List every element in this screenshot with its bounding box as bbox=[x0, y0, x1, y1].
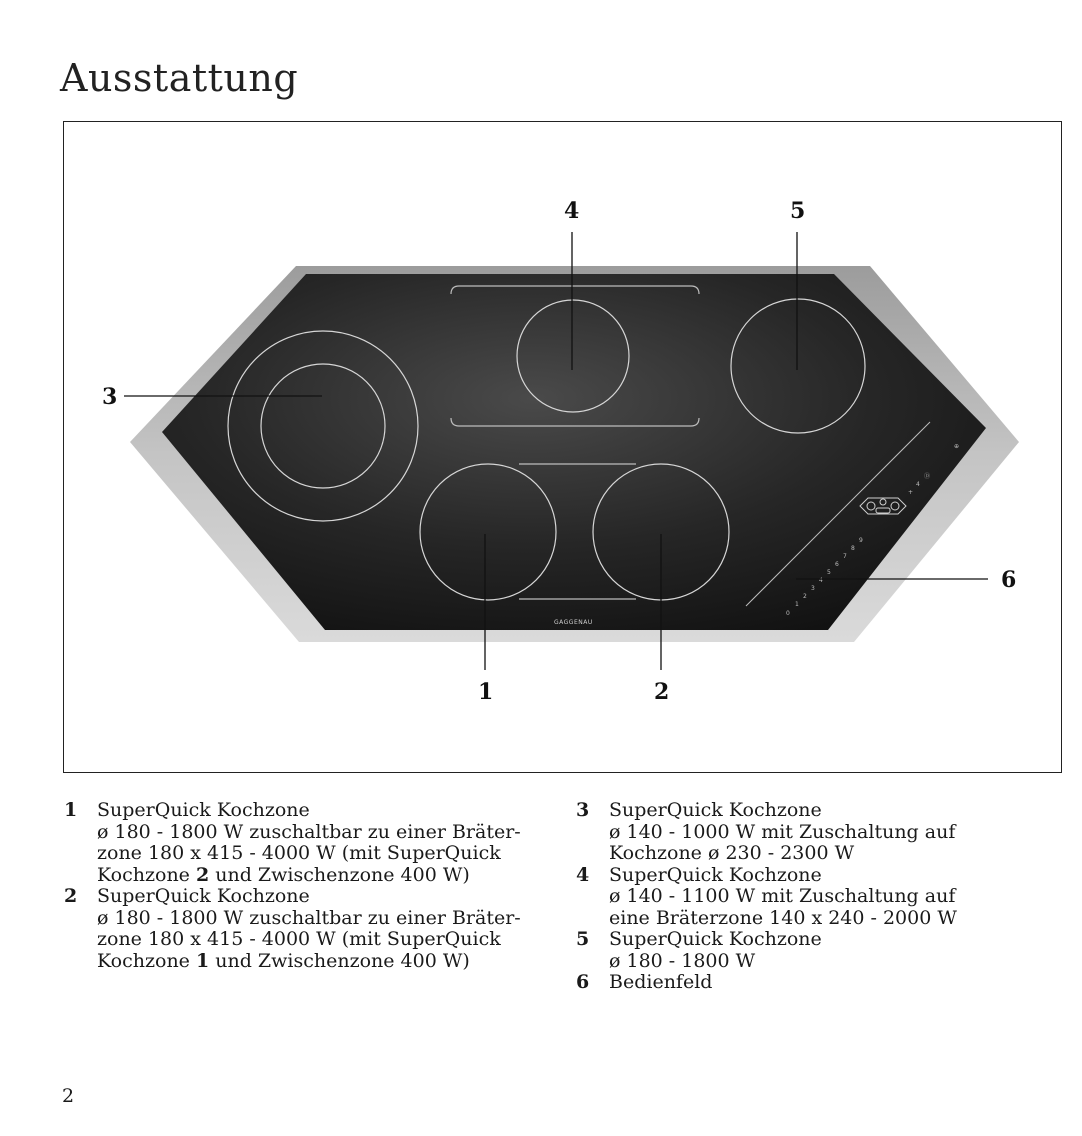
legend-line bbox=[609, 951, 1056, 973]
legend-line bbox=[609, 886, 1056, 908]
legend-text-segment: eine Bräterzone 140 x 240 - 2000 W bbox=[609, 906, 957, 929]
legend-item-6 bbox=[576, 972, 1056, 994]
brand-label: GAGGENAU bbox=[554, 619, 593, 626]
level-4-symbol: 4 bbox=[916, 481, 920, 488]
cooktop-figure bbox=[63, 121, 1062, 773]
callout-4: 4 bbox=[564, 198, 580, 224]
legend-text-segment: und Zwischenzone 400 W) bbox=[209, 863, 470, 886]
legend-line bbox=[609, 865, 1056, 887]
scale-mark: 9 bbox=[859, 537, 863, 544]
legend-text-segment: zone 180 x 415 - 4000 W (mit SuperQuick bbox=[97, 842, 501, 864]
scale-mark: 7 bbox=[843, 553, 847, 560]
legend-item-number: 6 bbox=[576, 971, 590, 993]
legend-item-2 bbox=[64, 886, 534, 972]
scale-mark: 1 bbox=[795, 601, 799, 608]
legend-text-segment: SuperQuick Kochzone bbox=[97, 885, 310, 907]
legend-text-segment: Bedienfeld bbox=[609, 971, 713, 993]
plus-symbol: + bbox=[908, 489, 914, 496]
legend-line bbox=[97, 843, 534, 865]
cooktop-glass bbox=[162, 274, 986, 630]
legend-line bbox=[97, 951, 534, 973]
page-title: Ausstattung bbox=[60, 56, 299, 100]
legend-text-segment: 2 bbox=[195, 863, 210, 886]
legend-line bbox=[609, 929, 1056, 951]
legend-text-segment: ø 180 - 1800 W zuschaltbar zu einer Bräter- bbox=[97, 820, 521, 843]
callout-1: 1 bbox=[478, 679, 494, 705]
legend-text-segment: 1 bbox=[195, 949, 210, 972]
legend-line bbox=[609, 908, 1056, 930]
legend-line bbox=[97, 822, 534, 844]
legend-text-segment: Kochzone ø 230 - 2300 W bbox=[609, 842, 855, 864]
legend-line bbox=[609, 972, 1056, 994]
legend-text-segment: und Zwischenzone 400 W) bbox=[209, 949, 470, 972]
legend-line bbox=[97, 800, 534, 822]
legend-text-segment: ø 140 - 1100 W mit Zuschaltung auf bbox=[609, 885, 956, 907]
legend-line bbox=[609, 800, 1056, 822]
legend-item-3 bbox=[576, 800, 1056, 865]
scale-mark: 2 bbox=[803, 593, 807, 600]
legend-item-5 bbox=[576, 929, 1056, 972]
cooktop-illustration bbox=[64, 122, 1063, 774]
legend-item-text bbox=[97, 800, 534, 886]
legend-line bbox=[97, 908, 534, 930]
legend-item-text bbox=[609, 972, 1056, 994]
legend-left-column bbox=[64, 800, 534, 972]
legend-item-text bbox=[609, 865, 1056, 930]
legend-text-segment: ø 180 - 1800 W zuschaltbar zu einer Bräter- bbox=[97, 906, 521, 929]
scale-mark: 4 bbox=[819, 577, 823, 584]
power-symbol: ⊕ bbox=[954, 443, 960, 450]
legend-text-segment: SuperQuick Kochzone bbox=[609, 928, 822, 950]
legend-right-column bbox=[576, 800, 1056, 994]
legend-item-number: 5 bbox=[576, 928, 590, 950]
scale-mark: 0 bbox=[786, 610, 790, 617]
legend-text-segment: Kochzone bbox=[97, 949, 196, 972]
callout-3: 3 bbox=[102, 384, 118, 410]
legend-item-number: 1 bbox=[64, 799, 78, 821]
legend-item-number: 2 bbox=[64, 885, 78, 907]
legend-text-segment: ø 180 - 1800 W bbox=[609, 949, 756, 972]
legend-text-segment: SuperQuick Kochzone bbox=[97, 799, 310, 821]
legend-item-number: 4 bbox=[576, 863, 590, 886]
scale-mark: 6 bbox=[835, 561, 839, 568]
legend-item-text bbox=[609, 929, 1056, 972]
legend-text-segment: SuperQuick Kochzone bbox=[609, 799, 822, 821]
legend-text-segment: ø 140 - 1000 W mit Zuschaltung auf bbox=[609, 820, 956, 843]
legend-line bbox=[97, 929, 534, 951]
scale-mark: 3 bbox=[811, 585, 815, 592]
callout-5: 5 bbox=[790, 198, 806, 224]
legend-line bbox=[97, 886, 534, 908]
callout-6: 6 bbox=[1001, 567, 1017, 593]
scale-mark: 5 bbox=[827, 569, 831, 576]
scale-mark: 8 bbox=[851, 545, 855, 552]
legend-line bbox=[609, 822, 1056, 844]
legend-line bbox=[97, 865, 534, 887]
legend-item-text bbox=[97, 886, 534, 972]
legend-item-4 bbox=[576, 865, 1056, 930]
legend-text-segment: SuperQuick Kochzone bbox=[609, 863, 822, 886]
legend-text-segment: Kochzone bbox=[97, 863, 196, 886]
boost-symbol: Ⓓ bbox=[924, 473, 931, 480]
page-number: 2 bbox=[62, 1085, 75, 1107]
legend-item-text bbox=[609, 800, 1056, 865]
legend-text-segment: zone 180 x 415 - 4000 W (mit SuperQuick bbox=[97, 928, 501, 950]
callout-2: 2 bbox=[654, 679, 670, 705]
legend-line bbox=[609, 843, 1056, 865]
legend-item-1 bbox=[64, 800, 534, 886]
legend-item-number: 3 bbox=[576, 799, 590, 821]
